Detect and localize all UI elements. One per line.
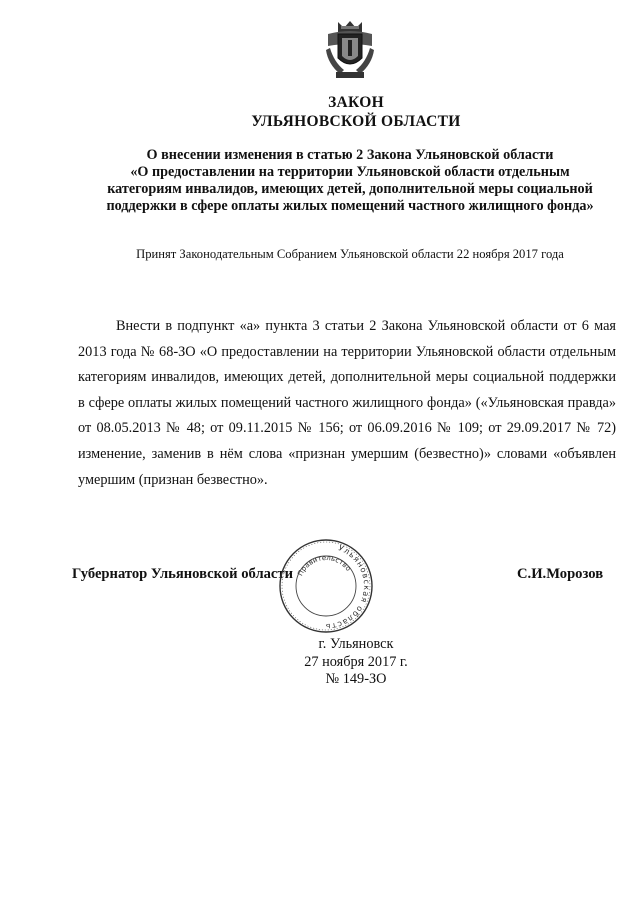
signatory-name: С.И.Морозов: [517, 566, 604, 582]
footer-number: № 149-ЗО: [325, 671, 387, 687]
title-line-3: категориям инвалидов, имеющих детей, дополнительной меры социальной: [107, 181, 593, 197]
law-label: ЗАКОН: [328, 94, 384, 111]
body-paragraph: Внести в подпункт «а» пункта 3 статьи 2 Закона Ульяновской области от 6 мая 2013 года № 68-ЗО «О предоставлении на территории Ульяновской области отдельным категориям инвалидов, имеющих детей, дополнительной меры социальной поддержки в сфере оплаты жилых помещений частного жилищного фонда» («Ульяновская правда» от 08.05.2013 № 48; от 09.11.2015 № 156; от 06.09.2016 № 109; от 29.09.2017 № 72) изменение, заменив в нём слова «признан умершим (безвестно)» словами «объявлен умершим (признан безвестно».: [78, 318, 616, 488]
signatory-position: Губернатор Ульяновской области: [72, 566, 293, 582]
title-line-1: О внесении изменения в статью 2 Закона Ульяновской области: [146, 147, 554, 163]
seal-inner-text: Правительство: [296, 553, 353, 578]
title-line-2: «О предоставлении на территории Ульяновской области отдельным: [130, 164, 570, 180]
region-heading: УЛЬЯНОВСКОЙ ОБЛАСТИ: [251, 113, 461, 130]
footer-city: г. Ульяновск: [318, 636, 394, 652]
coat-of-arms-icon: [324, 18, 376, 80]
seal-outer-text: Ульяновская область: [324, 543, 372, 632]
official-seal-icon: [276, 536, 376, 636]
svg-text:Правительство: [296, 554, 352, 577]
title-line-4: поддержки в сфере оплаты жилых помещений частного жилищного фонда»: [106, 198, 594, 214]
adoption-note: Принят Законодательным Собранием Ульяновской области 22 ноября 2017 года: [136, 247, 564, 261]
footer-block: [170, 636, 542, 689]
footer-date: 27 ноября 2017 г.: [304, 653, 408, 670]
